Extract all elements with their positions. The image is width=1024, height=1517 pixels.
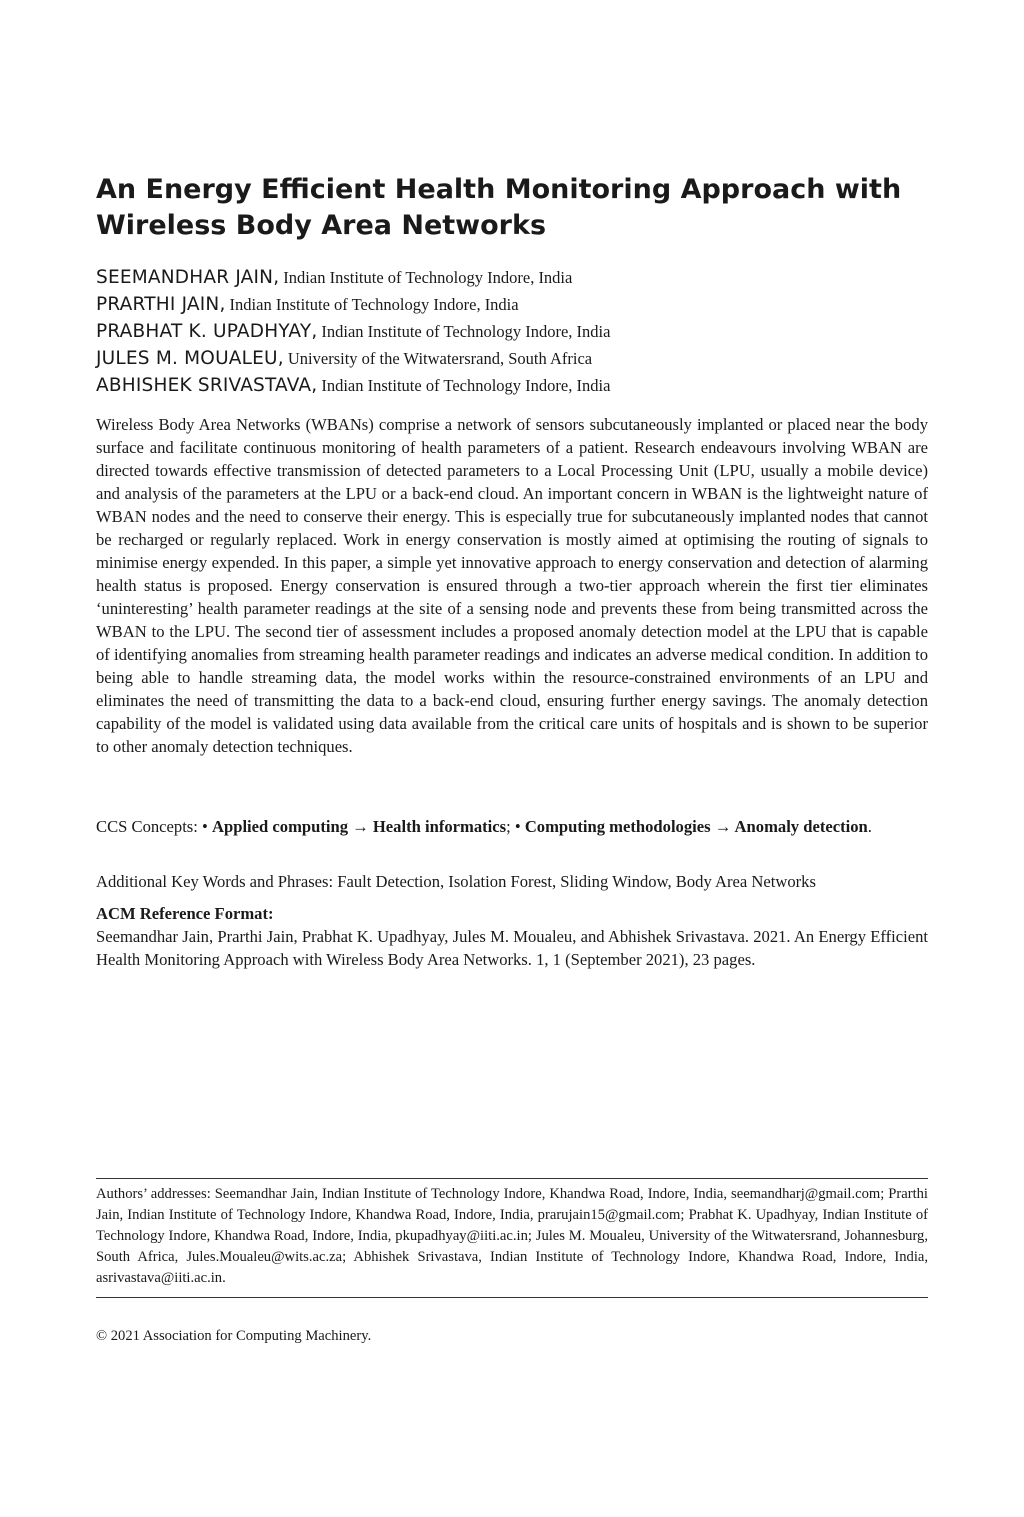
author-name: PRARTHI JAIN, bbox=[96, 294, 226, 315]
author-entry bbox=[96, 345, 928, 372]
ccs-separator: ; • bbox=[506, 817, 525, 836]
author-name: ABHISHEK SRIVASTAVA, bbox=[96, 375, 318, 396]
author-entry bbox=[96, 264, 928, 291]
ccs-concept-1: Applied computing → Health informatics bbox=[212, 817, 507, 836]
author-entry bbox=[96, 372, 928, 399]
title-line-1: An Energy Efficient Health Monitoring Approach with bbox=[96, 174, 902, 205]
author-entry bbox=[96, 318, 928, 345]
ccs-concept-2: Computing methodologies → Anomaly detection bbox=[524, 817, 868, 836]
copyright-notice: © 2021 Association for Computing Machinery. bbox=[96, 1328, 372, 1344]
ccs-concepts bbox=[96, 815, 928, 838]
keywords: Additional Key Words and Phrases: Fault Detection, Isolation Forest, Sliding Window, Body Area Networks bbox=[96, 872, 816, 891]
author-name: PRABHAT K. UPADHYAY, bbox=[96, 321, 318, 342]
author-affiliation: University of the Witwatersrand, South Africa bbox=[287, 349, 593, 368]
ccs-prefix: CCS Concepts: • bbox=[96, 817, 212, 836]
reference-format-body: Seemandhar Jain, Prarthi Jain, Prabhat K. Upadhyay, Jules M. Moualeu, and Abhishek Srivastava. 2021. An Energy Efficient Health Monitoring Approach with Wireless Body Area Networks. 1, 1 (September 2021), 23 pages. bbox=[96, 927, 928, 969]
reference-format-heading: ACM Reference Format: bbox=[96, 904, 274, 923]
paper-title bbox=[96, 172, 928, 244]
author-list bbox=[96, 264, 928, 399]
ccs-suffix: . bbox=[867, 817, 872, 836]
abstract: Wireless Body Area Networks (WBANs) comprise a network of sensors subcutaneously implanted or placed near the body surface and facilitate continuous monitoring of health parameters of a patient. Research endeavours involving WBAN are directed towards effective transmission of detected parameters to a Local Processing Unit (LPU, usually a mobile device) and analysis of the parameters at the LPU or a back-end cloud. An important concern in WBAN is the lightweight nature of WBAN nodes and the need to conserve their energy. This is especially true for subcutaneously implanted nodes that cannot be recharged or regularly replaced. Work in energy conservation is mostly aimed at optimising the routing of signals to minimise energy expended. In this paper, a simple yet innovative approach to energy conservation and detection of alarming health status is proposed. Energy conservation is ensured through a two-tier approach wherein the first tier eliminates ‘uninteresting’ health parameter readings at the site of a sensing node and prevents these from being transmitted across the WBAN to the LPU. The second tier of assessment includes a proposed anomaly detection model at the LPU that is capable of identifying anomalies from streaming health parameter readings and indicates an adverse medical condition. In addition to being able to handle streaming data, the model works within the resource-constrained environments of an LPU and eliminates the need of transmitting the data to a back-end cloud, ensuring further energy savings. The anomaly detection capability of the model is validated using data available from the critical care units of hospitals and is shown to be superior to other anomaly detection techniques. bbox=[96, 415, 928, 756]
author-affiliation: Indian Institute of Technology Indore, India bbox=[321, 322, 611, 341]
author-affiliation: Indian Institute of Technology Indore, India bbox=[283, 268, 573, 287]
author-addresses: Authors’ addresses: Seemandhar Jain, Indian Institute of Technology Indore, Khandwa Road, Indore, India, seemandharj@gmail.com; Prarthi Jain, Indian Institute of Technology Indore, Khandwa Road, Indore, India, prarujain15@gmail.com; Prabhat K. Upadhyay, Indian Institute of Technology Indore, Khandwa Road, Indore, India, pkupadhyay@iiti.ac.in; Jules M. Moualeu, University of the Witwatersrand, Johannesburg, South Africa, Jules.Moualeu@wits.ac.za; Abhishek Srivastava, Indian Institute of Technology Indore, Khandwa Road, Indore, India, asrivastava@iiti.ac.in. bbox=[96, 1186, 928, 1286]
author-name: SEEMANDHAR JAIN, bbox=[96, 267, 280, 288]
footnote-divider-bottom bbox=[96, 1297, 928, 1298]
title-line-2: Wireless Body Area Networks bbox=[96, 210, 547, 241]
footnote-divider-top bbox=[96, 1178, 928, 1179]
author-affiliation: Indian Institute of Technology Indore, India bbox=[229, 295, 519, 314]
author-entry bbox=[96, 291, 928, 318]
author-name: JULES M. MOUALEU, bbox=[96, 348, 284, 369]
author-affiliation: Indian Institute of Technology Indore, India bbox=[321, 376, 611, 395]
